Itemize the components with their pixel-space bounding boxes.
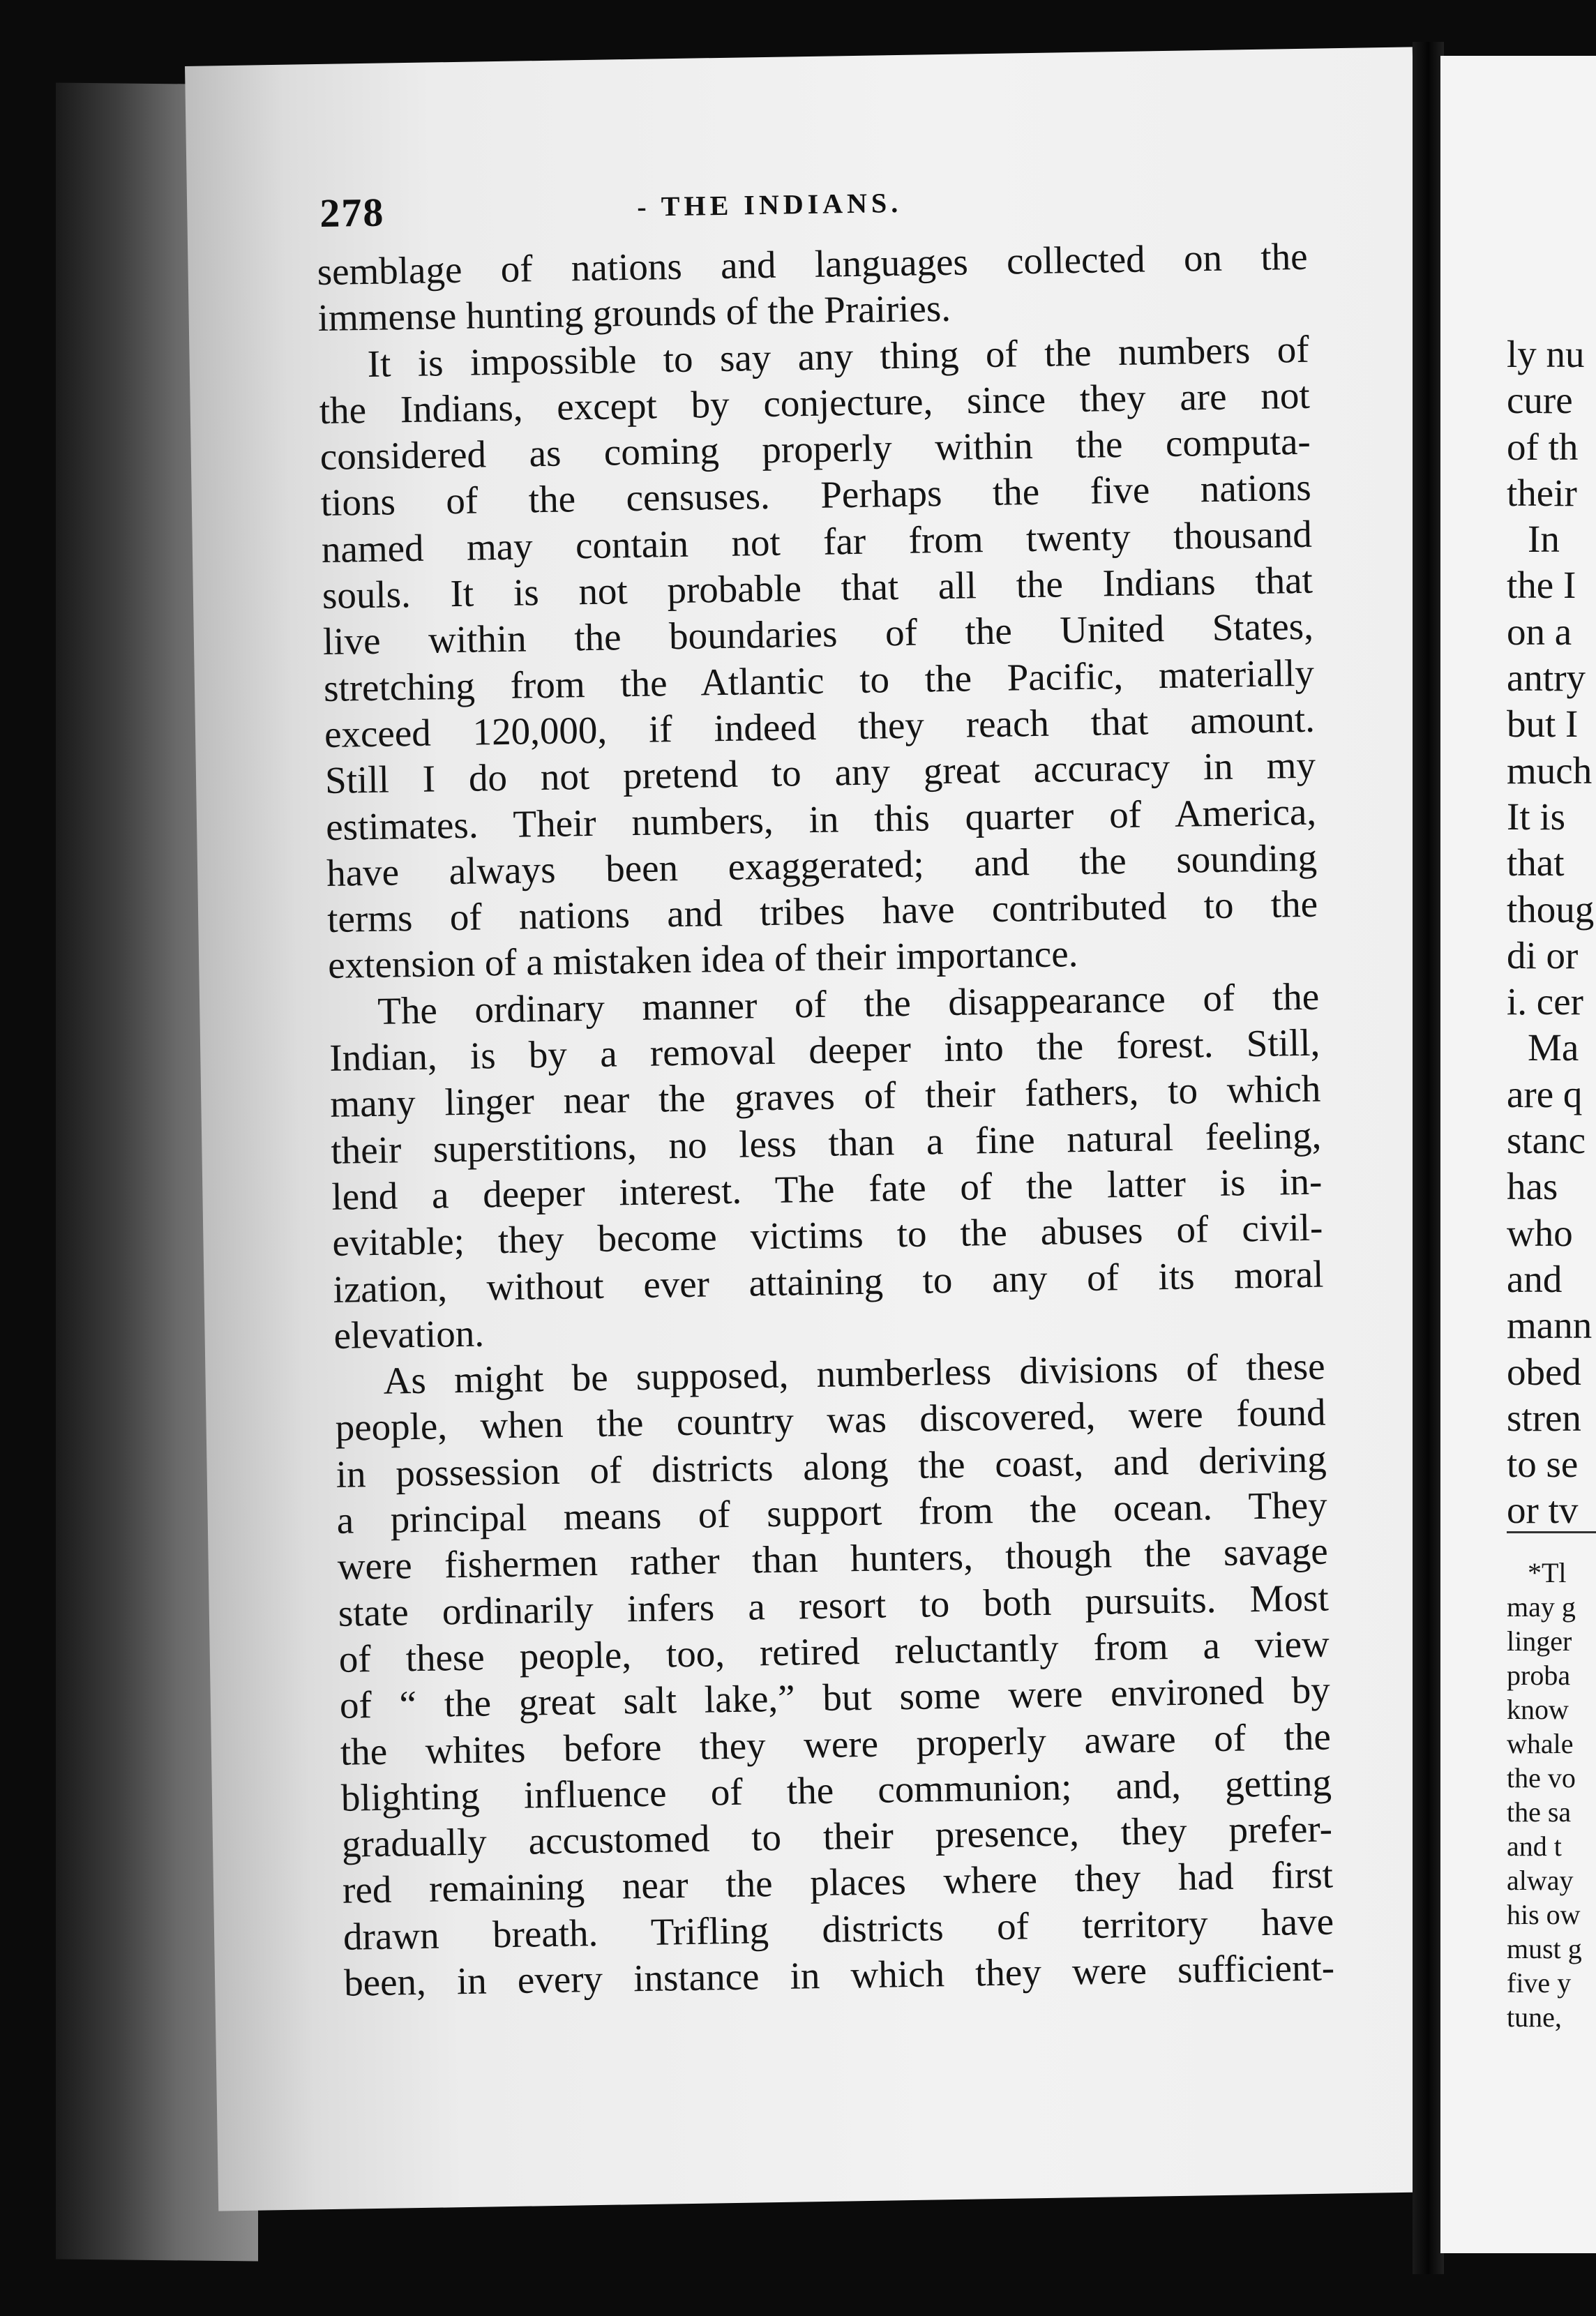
text-line: that <box>1507 841 1565 885</box>
right-page-footnotes <box>1507 1556 1582 2034</box>
footnote-line: *Tl <box>1528 1557 1567 1588</box>
footnote-line: proba <box>1507 1660 1571 1691</box>
right-page-text <box>1507 331 1594 1534</box>
text-line: evitable; they become victims to the abuses of civil- <box>332 1205 1323 1265</box>
text-line: named may contain not far from twenty thousand <box>321 512 1313 571</box>
text-line: of “ the great salt lake,” but some were environed by <box>339 1668 1331 1727</box>
right-page-fragment <box>1440 56 1596 2253</box>
text-line: extension of a mistaken idea of their importance. <box>327 932 1078 987</box>
text-line: i. cer <box>1507 980 1583 1023</box>
text-line: stretching from the Atlantic to the Pacific, materially <box>323 651 1315 709</box>
text-line: their <box>1507 471 1577 514</box>
text-line: been, in every instance in which they were sufficient- <box>343 1946 1335 2004</box>
text-line: The ordinary manner of the disappearance of the <box>377 975 1320 1032</box>
text-line: of these people, too, retired reluctantly from a view <box>338 1622 1330 1680</box>
text-line: have always been exaggerated; and the sounding <box>326 836 1318 894</box>
footnote-line: tune, <box>1507 2001 1562 2033</box>
footnote-rule <box>1507 1531 1596 1533</box>
page-number: 278 <box>319 189 385 236</box>
text-line: red remaining near the places where they had first <box>342 1853 1334 1912</box>
text-line: the Indians, except by conjecture, since they are not <box>319 373 1311 432</box>
page-header <box>319 174 1332 246</box>
footnote-line: know <box>1507 1694 1569 1725</box>
text-line: live within the boundaries of the United States, <box>322 605 1314 663</box>
footnote-line: alway <box>1507 1865 1574 1896</box>
text-line: estimates. Their numbers, in this quarter of America, <box>325 790 1317 848</box>
text-line: cure <box>1507 379 1573 422</box>
text-line: who <box>1507 1211 1573 1254</box>
text-line: di or <box>1507 933 1579 977</box>
text-line: Indian, is by a removal deeper into the forest. Still, <box>329 1021 1320 1079</box>
footnote-line: may g <box>1507 1591 1576 1623</box>
footnote-line: his ow <box>1507 1899 1581 1930</box>
text-line: the whites before they were properly aware of the <box>340 1714 1332 1773</box>
text-line: ly nu <box>1507 333 1585 375</box>
left-page <box>185 47 1446 2211</box>
text-line: It is <box>1507 795 1566 838</box>
text-line: the I <box>1507 564 1576 607</box>
text-line: much <box>1507 749 1593 792</box>
body-text <box>317 234 1334 2006</box>
text-line: of th <box>1507 425 1579 468</box>
text-line: or tv <box>1507 1489 1579 1532</box>
text-line: exceed 120,000, if indeed they reach that amount. <box>324 697 1316 755</box>
text-line: are q <box>1507 1072 1583 1115</box>
text-line: obed <box>1507 1350 1581 1393</box>
text-line: has <box>1507 1165 1558 1208</box>
text-line: tions of the censuses. Perhaps the five nations <box>320 466 1312 525</box>
footnote-line: five y <box>1507 1967 1572 1999</box>
text-line: and <box>1507 1257 1563 1300</box>
text-line: lend a deeper interest. The fate of the latter is in- <box>331 1159 1323 1218</box>
text-line: stren <box>1507 1396 1581 1439</box>
text-line: Ma <box>1528 1026 1579 1069</box>
text-line: immense hunting grounds of the Prairies. <box>317 287 951 340</box>
text-line: their superstitions, no less than a fine natural feeling, <box>330 1113 1322 1172</box>
text-line: terms of nations and tribes have contributed to the <box>326 882 1318 941</box>
text-line: mann <box>1507 1304 1593 1347</box>
text-line: a principal means of support from the ocean. They <box>336 1483 1328 1542</box>
text-line: were fishermen rather than hunters, though the savage <box>337 1529 1329 1588</box>
text-line: on a <box>1507 610 1572 653</box>
footnote-line: the vo <box>1507 1762 1576 1794</box>
text-line: to se <box>1507 1443 1579 1486</box>
text-line: As might be supposed, numberless divisions of these <box>383 1344 1325 1402</box>
text-line: It is impossible to say any thing of the numbers of <box>367 327 1310 385</box>
footnote-line: linger <box>1507 1625 1572 1657</box>
text-line: stanc <box>1507 1119 1586 1162</box>
footnote-line: and t <box>1507 1830 1562 1862</box>
text-line: semblage of nations and languages collected on the <box>317 234 1308 294</box>
text-line: considered as coming properly within the computa- <box>319 419 1311 479</box>
running-head: - THE INDIANS. <box>636 186 903 223</box>
text-line: thoug <box>1507 887 1595 931</box>
text-line: blighting influence of the communion; and, getting <box>340 1761 1332 1819</box>
footnote-line: the sa <box>1507 1796 1572 1828</box>
text-line: antry <box>1507 656 1586 700</box>
text-line: ization, without ever attaining to any of its moral <box>333 1252 1324 1311</box>
text-line: but I <box>1507 702 1579 746</box>
text-line: state ordinarily infers a resort to both pursuits. Most <box>338 1576 1330 1634</box>
text-line: In <box>1528 518 1560 561</box>
text-line: drawn breath. Trifling districts of territory have <box>342 1900 1334 1958</box>
text-line: souls. It is not probable that all the Indians that <box>322 558 1313 617</box>
text-line: elevation. <box>333 1311 485 1357</box>
text-line: Still I do not pretend to any great accuracy in my <box>324 743 1316 802</box>
footnote-line: whale <box>1507 1728 1574 1759</box>
book-gutter <box>1413 42 1444 2274</box>
footnote-line: must g <box>1507 1933 1582 1964</box>
text-line: people, when the country was discovered, were found <box>335 1390 1326 1450</box>
text-line: many linger near the graves of their fathers, to which <box>329 1067 1321 1126</box>
text-line: in possession of districts along the coast, and deriving <box>336 1437 1327 1496</box>
text-line: gradually accustomed to their presence, they prefer- <box>341 1807 1333 1865</box>
